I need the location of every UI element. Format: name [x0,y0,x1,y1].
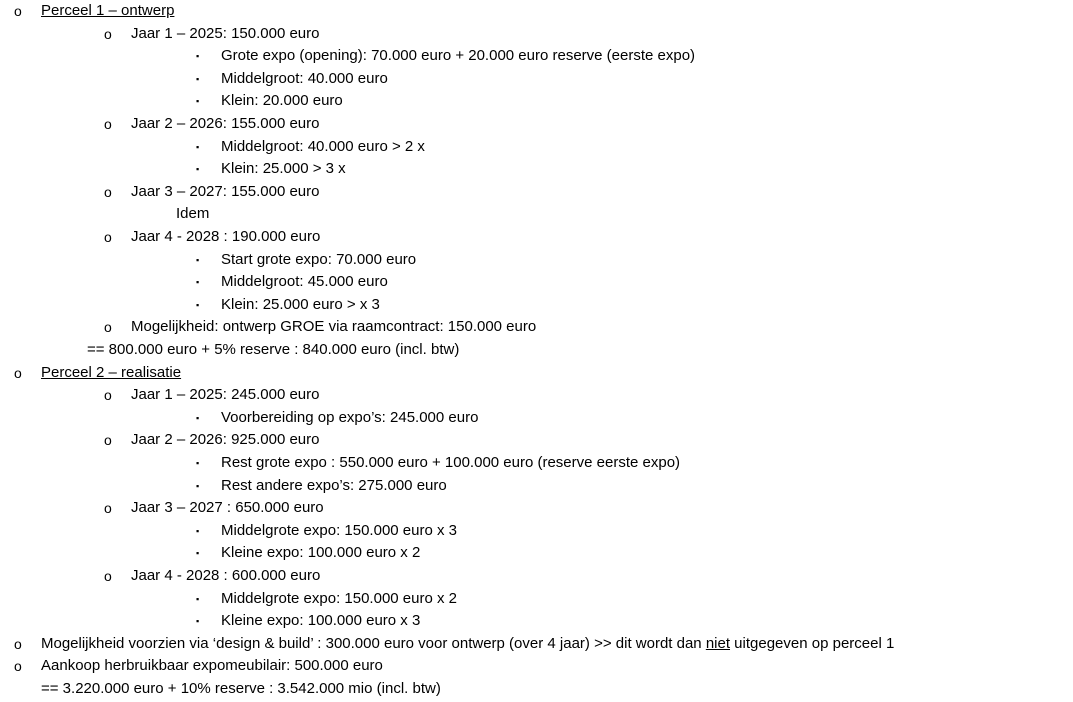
list-item-text: Middelgrote expo: 150.000 euro x 3 [221,521,457,539]
square-bullet-icon: ▪ [196,51,200,62]
list-item-text: Middelgrote expo: 150.000 euro x 2 [221,589,457,607]
list-item-text: Voorbereiding op expo’s: 245.000 euro [221,408,479,426]
list-item-text: Klein: 25.000 > 3 x [221,160,346,178]
square-bullet-icon: ▪ [196,141,200,152]
option-text: Mogelijkheid: ontwerp GROE via raamcontract: 150.000 euro [131,318,537,336]
list-item [196,475,447,498]
circle-bullet-icon: o [104,183,112,200]
year-item [104,384,320,407]
circle-bullet-icon: o [104,432,112,449]
circle-bullet-icon: o [104,116,112,132]
square-bullet-icon: ▪ [196,412,200,423]
list-item-text: Rest andere expo’s: 275.000 euro [221,476,447,494]
design-build-item [14,633,895,656]
square-bullet-icon: ▪ [196,593,200,604]
list-item-text: Start grote expo: 70.000 euro [221,250,417,268]
design-build-text-before: Mogelijkheid voorzien via ‘design & build’ : 300.000 euro voor ontwerp (over 4 jaar) >> dit wordt dan [41,634,706,652]
year-item [104,181,320,204]
list-item [196,90,343,113]
square-bullet-icon: ▪ [196,96,200,107]
perceel-1-total: == 800.000 euro + 5% reserve : 840.000 euro (incl. btw) [87,341,460,358]
year-item [104,226,321,249]
year-label: Jaar 4 - 2028 : 600.000 euro [131,567,321,584]
circle-bullet-icon: o [104,319,112,336]
list-item [196,68,388,91]
square-bullet-icon: ▪ [196,525,200,536]
list-item-text: Klein: 20.000 euro [221,92,343,110]
option-item [104,316,537,339]
square-bullet-icon: ▪ [196,548,200,559]
list-item [196,158,346,181]
year-label: Jaar 4 - 2028 : 190.000 euro [131,228,321,245]
furniture-item [14,655,383,678]
year-label: Jaar 1 – 2025: 150.000 euro [131,24,320,42]
circle-bullet-icon: o [104,500,112,517]
square-bullet-icon: ▪ [196,254,200,265]
square-bullet-icon: ▪ [196,480,200,491]
list-item [196,136,425,159]
furniture-text: Aankoop herbruikbaar expomeubilair: 500.000 euro [41,657,383,675]
list-item-text: Middelgroot: 40.000 euro > 2 x [221,137,425,155]
list-item-text: Kleine expo: 100.000 euro x 2 [221,544,421,562]
list-item [196,407,479,430]
circle-bullet-icon: o [104,568,112,584]
list-item [196,271,388,294]
grand-total: == 3.220.000 euro + 10% reserve : 3.542.000 mio (incl. btw) [41,680,441,697]
circle-bullet-icon: o [14,3,22,19]
year-label: Jaar 3 – 2027 : 650.000 euro [131,499,324,517]
list-item-text: Grote expo (opening): 70.000 euro + 20.000 euro reserve (eerste expo) [221,47,696,65]
list-item [196,294,380,317]
circle-bullet-icon: o [104,229,112,245]
year-label: Jaar 1 – 2025: 245.000 euro [131,386,320,404]
circle-bullet-icon: o [104,25,112,42]
square-bullet-icon: ▪ [196,616,200,627]
year-item [104,113,320,136]
perceel-2-heading [14,362,182,385]
square-bullet-icon: ▪ [196,73,200,84]
year-note: Idem [176,205,210,223]
design-build-text-after: uitgegeven op perceel 1 [730,634,895,652]
design-build-underlined: niet [705,634,731,652]
year-item [104,429,320,452]
list-item [196,542,421,565]
list-item [196,610,421,633]
year-label: Jaar 2 – 2026: 155.000 euro [131,115,320,132]
perceel-1-heading [14,0,175,23]
square-bullet-icon: ▪ [196,458,200,468]
year-item [104,23,320,46]
list-item-text: Middelgroot: 45.000 euro [221,273,388,291]
list-item [196,520,457,543]
year-label: Jaar 3 – 2027: 155.000 euro [131,182,320,200]
list-item-text: Rest grote expo : 550.000 euro + 100.000 euro (reserve eerste expo) [221,454,681,471]
circle-bullet-icon: o [14,635,22,652]
circle-bullet-icon: o [14,364,22,381]
year-label: Jaar 2 – 2026: 925.000 euro [131,431,320,449]
list-item [196,249,417,272]
year-item [104,497,324,520]
perceel-1-title: Perceel 1 – ontwerp [41,2,175,19]
square-bullet-icon: ▪ [196,277,200,288]
year-item [104,565,321,588]
list-item-text: Klein: 25.000 euro > x 3 [221,295,380,313]
square-bullet-icon: ▪ [196,164,200,175]
list-item [196,452,681,475]
perceel-2-title: Perceel 2 – realisatie [41,363,182,381]
circle-bullet-icon: o [14,658,22,675]
circle-bullet-icon: o [104,387,112,404]
list-item-text: Kleine expo: 100.000 euro x 3 [221,612,421,630]
list-item [196,588,457,611]
list-item [196,45,696,68]
square-bullet-icon: ▪ [196,299,200,310]
list-item-text: Middelgroot: 40.000 euro [221,69,388,87]
